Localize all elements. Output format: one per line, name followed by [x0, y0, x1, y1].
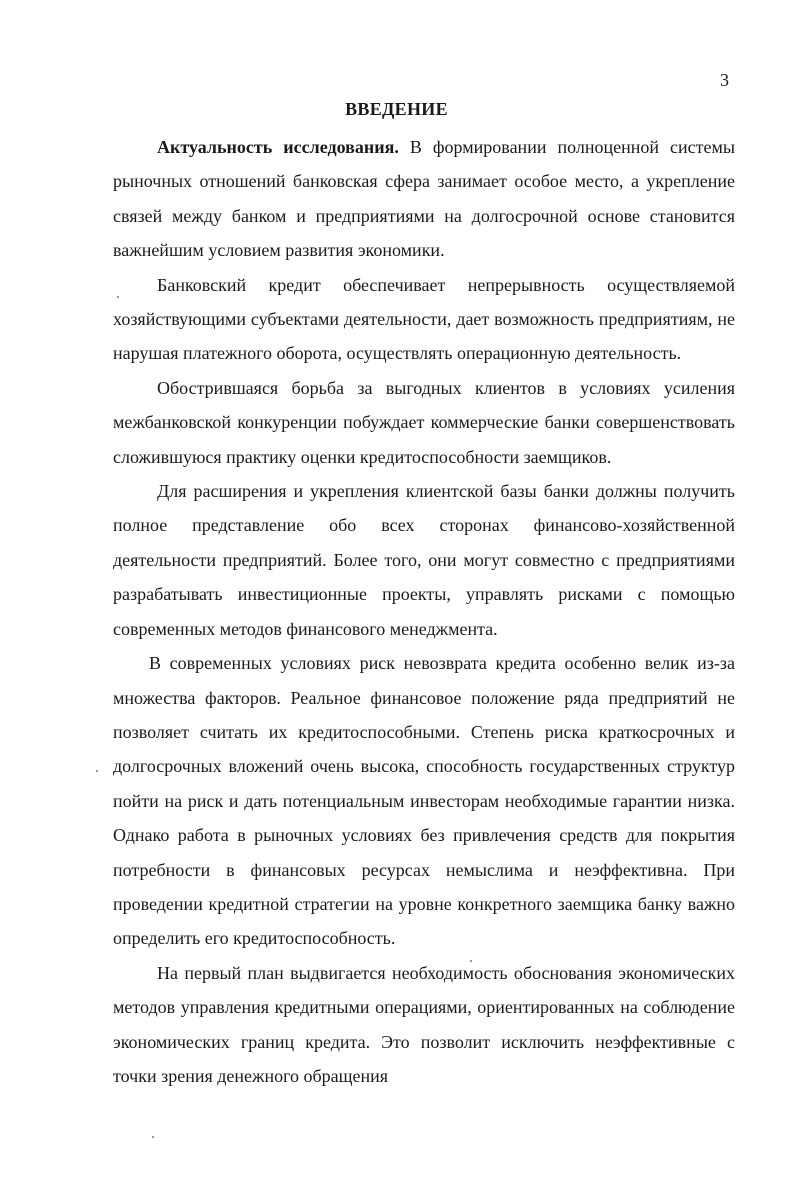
paragraph-methods: [113, 956, 735, 1094]
paragraph-client-base: [113, 474, 735, 646]
page-number: 3: [720, 70, 729, 90]
scan-speck: [470, 960, 472, 962]
paragraph-risk: [113, 646, 735, 956]
page-title: ВВЕДЕНИЕ: [345, 99, 448, 119]
scan-speck: [96, 770, 98, 772]
paragraph-text: Обострившаяся борьба за выгодных клиентов в условиях усиления межбанковской конкуренции побуждает коммерческие банки совершенствовать сложившуюся практику оценки кредитоспособности заемщиков.: [113, 377, 735, 467]
paragraph-text: Банковский кредит обеспечивает непрерывность осуществляемой хозяйствующими субъектами деятельности, дает возможность предприятиям, не нарушая платежного оборота, осуществлять операционную деятельность.: [113, 274, 735, 364]
paragraph-text: В современных условиях риск невозврата кредита особенно велик из-за множества факторов. Реальное финансовое положение ряда предприятий не позволяет считать их кредитоспособными. Степень риска краткосрочных и долгосрочных вложений очень высока, способность государственных структур пойти на риск и дать потенциальным инвесторам необходимые гарантии низка. Однако работа в рыночных условиях без привлечения средств для покрытия потребности в финансовых ресурсах немыслима и неэффективна. При проведении кредитной стратегии на уровне конкретного заемщика банку важно определить его кредитоспособность.: [113, 653, 735, 949]
paragraph-relevance: [113, 130, 735, 268]
paragraph-bank-credit: [113, 268, 735, 371]
paragraph-competition: [113, 371, 735, 474]
paragraph-lead: Актуальность исследования.: [157, 137, 399, 157]
document-body: [113, 130, 735, 1093]
paragraph-text: На первый план выдвигается необходимость обоснования экономических методов управления кредитными операциями, ориентированных на соблюдение экономических границ кредита. Это позволит исключить неэффективные с точки зрения денежного обращения: [113, 962, 735, 1086]
scan-speck: [117, 296, 119, 298]
scan-speck: [152, 1136, 154, 1138]
paragraph-text: Для расширения и укрепления клиентской базы банки должны получить полное представление обо всех сторонах финансово-хозяйственной деятельности предприятий. Более того, они могут совместно с предприятиями разрабатывать инвестиционные проекты, управлять рисками с помощью современных методов финансового менеджмента.: [113, 481, 735, 639]
paragraph-text: В формировании полноценной системы рыночных отношений банковская сфера занимает особое место, а укрепление связей между банком и предприятиями на долгосрочной основе становится важнейшим условием развития экономики.: [113, 137, 735, 261]
